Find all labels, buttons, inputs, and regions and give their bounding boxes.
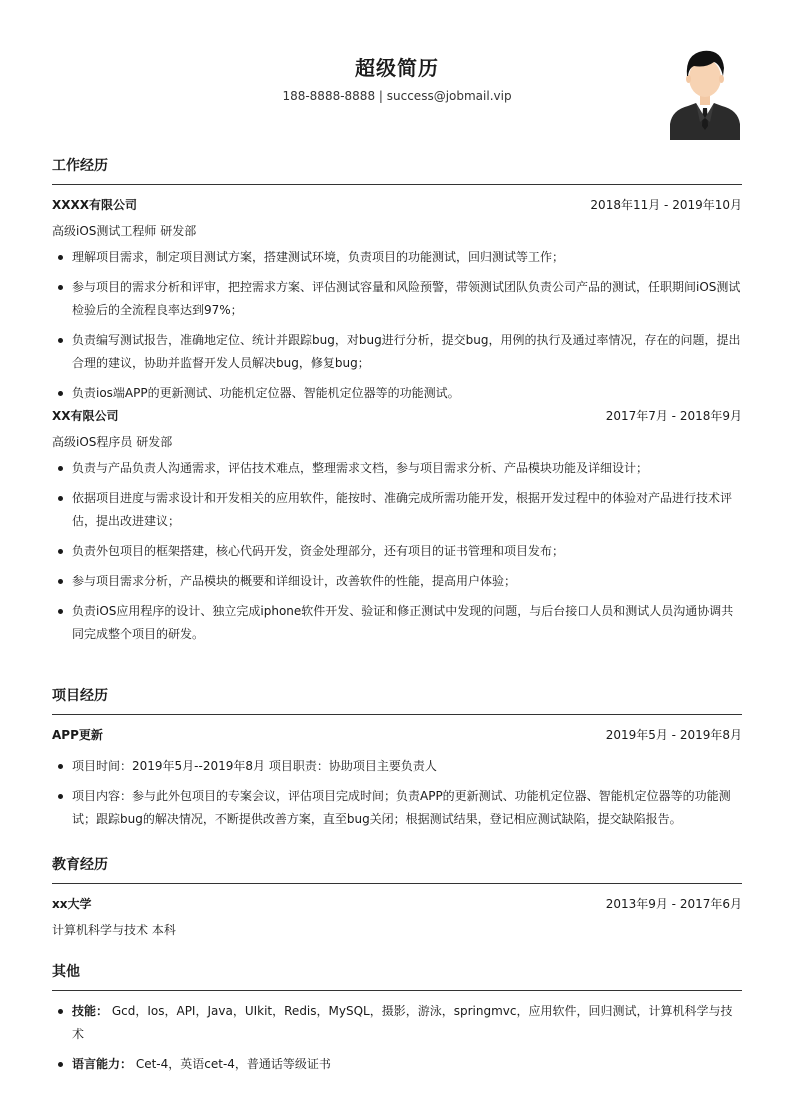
project-entry [52,726,742,831]
work-entry [52,407,742,646]
section-title-project: 项目经历 [52,688,108,704]
education-entry [52,895,742,939]
list-item: 负责编写测试报告，准确地定位、统计并跟踪bug，对bug进行分析，提交bug，用例的执行及通过率情况，存在的问题，提出合理的建议，协助并监督开发人员解决bug，修复bug； [52,329,742,375]
list-item: 依据项目进度与需求设计和开发相关的应用软件，能按时、准确完成所需功能开发，根据开发过程中的体验对产品进行技术评估，提出改进建议； [52,487,742,533]
list-item: 负责iOS应用程序的设计、独立完成iphone软件开发、验证和修正测试中发现的问题，与后台接口人员和测试人员沟通协调共同完成整个项目的研发。 [52,600,742,646]
language-label: 语言能力： [72,1057,133,1071]
section-title-education: 教育经历 [52,857,108,873]
education-section [52,855,742,939]
list-item: 项目时间：2019年5月--2019年8月 项目职责：协助项目主要负责人 [52,755,742,778]
project-section [52,686,742,831]
skills-value: Gcd，Ios，API，Java，UIkit，Redis，MySQL，摄影，游泳，springmvc，应用软件，回归测试，计算机科学与技术 [72,1004,733,1041]
avatar-icon [670,46,740,140]
project-name: APP更新 [52,728,103,742]
date-range: 2019年5月 - 2019年8月 [605,728,742,742]
language-value: Cet-4，英语cet-4，普通话等级证书 [135,1057,331,1071]
list-item: 参与项目的需求分析和评审，把控需求方案、评估测试容量和风险预警，带领测试团队负责公司产品的测试，任职期间iOS测试检验后的全流程良率达到97%； [52,276,742,322]
contact-info: 188-8888-8888 | success@jobmail.vip [282,89,512,103]
resume-name: 超级简历 [355,56,439,80]
school-name: xx大学 [52,897,92,911]
list-item: 负责外包项目的框架搭建，核心代码开发，资金处理部分，还有项目的证书管理和项目发布； [52,540,742,563]
skills-label: 技能： [72,1004,109,1018]
job-role: 高级iOS程序员 研发部 [52,435,173,449]
date-range: 2013年9月 - 2017年6月 [605,897,742,911]
date-range: 2017年7月 - 2018年9月 [605,409,742,423]
work-section [52,156,742,646]
company-name: XX有限公司 [52,409,119,423]
list-item-languages [52,1053,742,1076]
major-degree: 计算机科学与技术 本科 [52,923,176,937]
section-title-work: 工作经历 [52,158,108,174]
section-divider [52,883,742,884]
job-role: 高级iOS测试工程师 研发部 [52,224,197,238]
other-section [52,962,742,1076]
section-divider [52,184,742,185]
work-entry [52,196,742,405]
company-name: XXXX有限公司 [52,198,138,212]
section-title-other: 其他 [52,964,80,980]
list-item: 参与项目需求分析，产品模块的概要和详细设计，改善软件的性能，提高用户体验； [52,570,742,593]
list-item: 负责与产品负责人沟通需求，评估技术难点，整理需求文档，参与项目需求分析、产品模块功能及详细设计； [52,457,742,480]
list-item: 理解项目需求，制定项目测试方案，搭建测试环境，负责项目的功能测试，回归测试等工作； [52,246,742,269]
section-divider [52,990,742,991]
section-divider [52,714,742,715]
list-item-skills [52,1000,742,1046]
list-item: 项目内容：参与此外包项目的专案会议，评估项目完成时间；负责APP的更新测试、功能机定位器、智能机定位器等的功能测试；跟踪bug的解决情况，不断提供改善方案，直至bug关闭；根据测试结果，登记相应测试缺陷，提交缺陷报告。 [52,785,742,831]
date-range: 2018年11月 - 2019年10月 [590,198,742,212]
list-item: 负责ios端APP的更新测试、功能机定位器、智能机定位器等的功能测试。 [52,382,742,405]
